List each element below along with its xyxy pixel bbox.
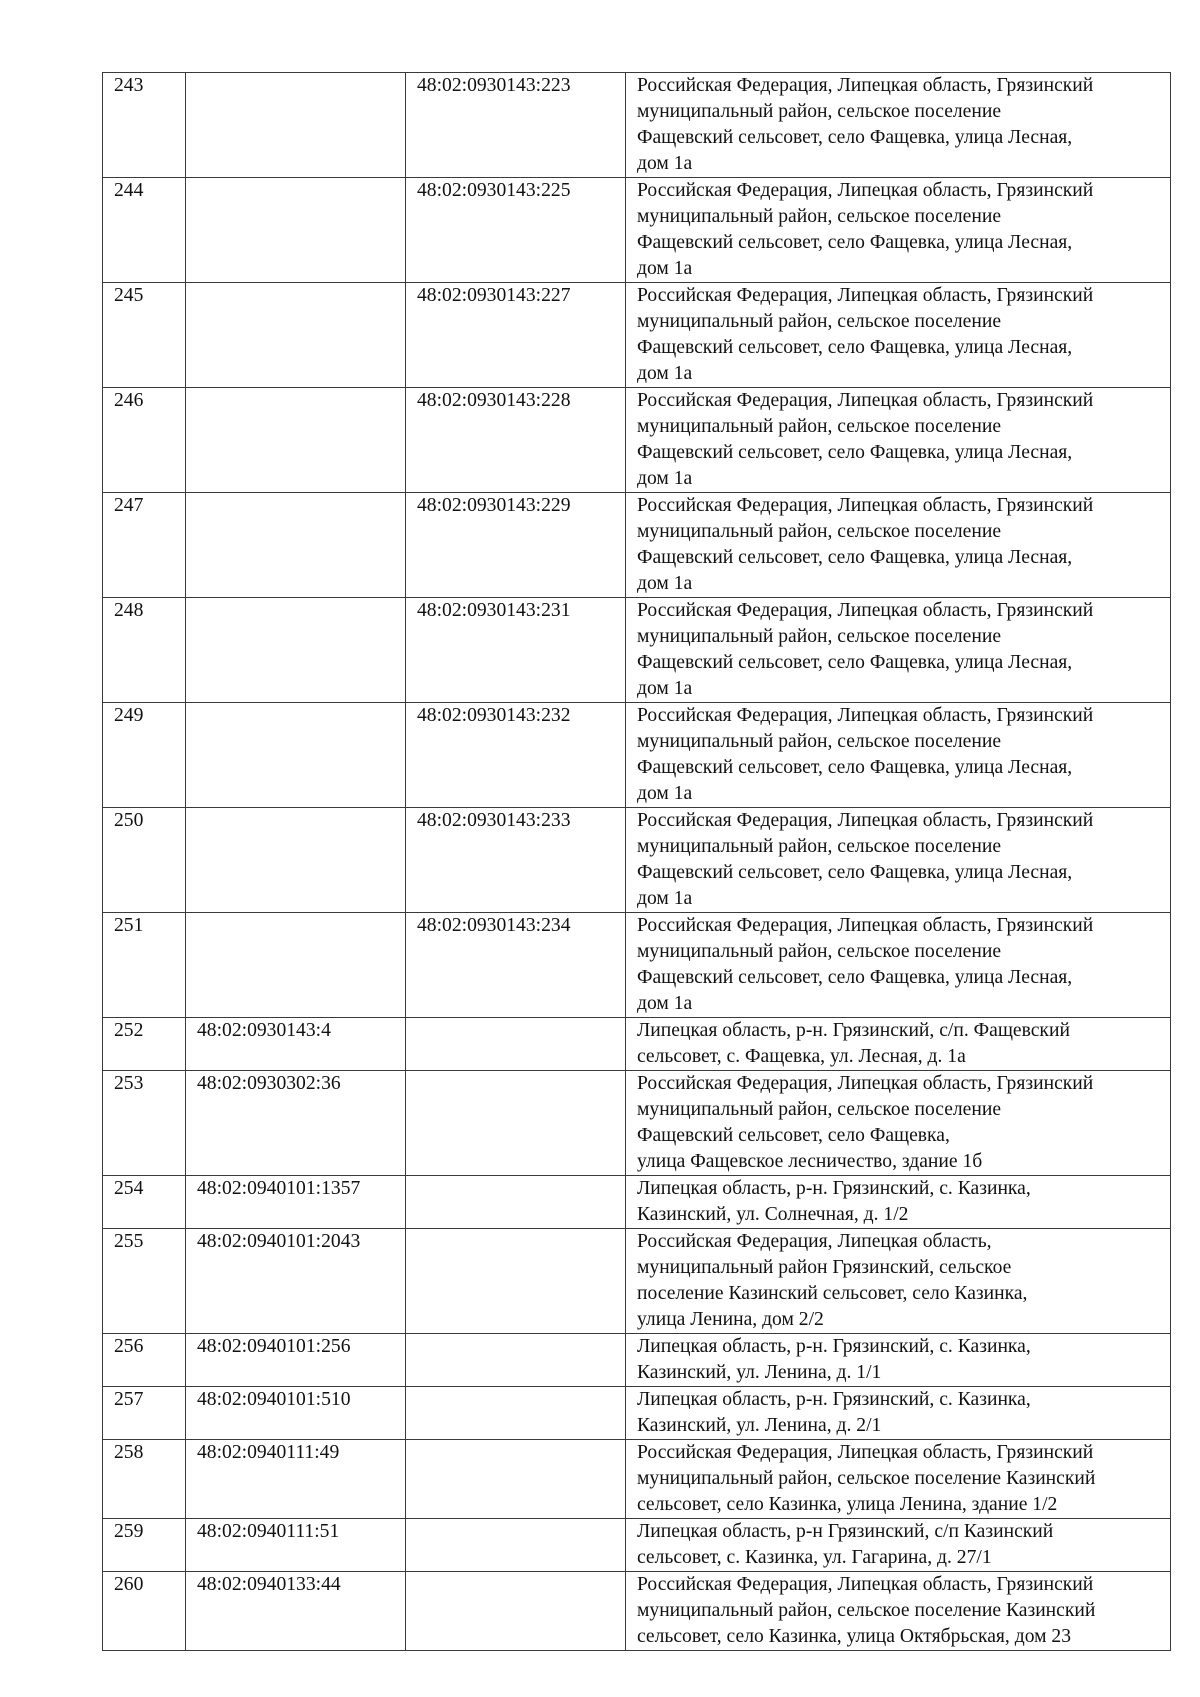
address-line: сельсовет, с. Казинка, ул. Гагарина, д. 27/1: [637, 1547, 992, 1568]
address-line: Фащевский сельсовет, село Фащевка, улица Лесная,: [637, 547, 1073, 568]
address-line: Липецкая область, р-н. Грязинский, с. Казинка,: [637, 1178, 1031, 1199]
address-line: муниципальный район, сельское поселение Казинский: [637, 1600, 1096, 1621]
cadastral-number-cell: 48:02:0940133:44: [186, 1572, 406, 1651]
address-cell: [626, 1519, 1171, 1572]
address-line: дом 1а: [637, 573, 693, 594]
cadastral-number-alt-cell: [406, 1176, 626, 1229]
address-line: сельсовет, село Казинка, улица Октябрьская, дом 23: [637, 1626, 1072, 1647]
address-cell: [626, 1176, 1171, 1229]
address-line: муниципальный район, сельское поселение: [637, 101, 1002, 122]
address-line: Фащевский сельсовет, село Фащевка, улица Лесная,: [637, 967, 1073, 988]
address-cell: [626, 178, 1171, 283]
address-line: Фащевский сельсовет, село Фащевка, улица Лесная,: [637, 862, 1073, 883]
cadastral-number-alt-cell: [406, 1229, 626, 1334]
registry-table: [102, 72, 1171, 1651]
cadastral-number-cell: [186, 703, 406, 808]
table-row: [103, 493, 1171, 598]
cadastral-number-cell: 48:02:0940101:1357: [186, 1176, 406, 1229]
address-line: Российская Федерация, Липецкая область, Грязинский: [637, 495, 1094, 516]
table-row: [103, 1519, 1171, 1572]
address-line: Российская Федерация, Липецкая область, Грязинский: [637, 1442, 1094, 1463]
address-line: Липецкая область, р-н Грязинский, с/п Казинский: [637, 1521, 1054, 1542]
address-line: Российская Федерация, Липецкая область, Грязинский: [637, 285, 1094, 306]
address-line: муниципальный район, сельское поселение: [637, 521, 1002, 542]
cadastral-number-alt-cell: 48:02:0930143:227: [406, 283, 626, 388]
row-number-cell: 255: [103, 1229, 186, 1334]
address-line: дом 1а: [637, 363, 693, 384]
row-number-cell: 258: [103, 1440, 186, 1519]
table-row: [103, 913, 1171, 1018]
table-row: [103, 1572, 1171, 1651]
cadastral-number-alt-cell: 48:02:0930143:232: [406, 703, 626, 808]
cadastral-number-cell: [186, 808, 406, 913]
cadastral-number-cell: 48:02:0940101:256: [186, 1334, 406, 1387]
row-number-cell: 252: [103, 1018, 186, 1071]
cadastral-number-alt-cell: [406, 1387, 626, 1440]
address-line: Российская Федерация, Липецкая область, Грязинский: [637, 75, 1094, 96]
address-cell: [626, 1334, 1171, 1387]
address-line: муниципальный район, сельское поселение: [637, 416, 1002, 437]
address-line: муниципальный район, сельское поселение: [637, 941, 1002, 962]
table-row: [103, 598, 1171, 703]
table-row: [103, 1387, 1171, 1440]
address-line: сельсовет, с. Фащевка, ул. Лесная, д. 1а: [637, 1046, 966, 1067]
row-number-cell: 256: [103, 1334, 186, 1387]
table-row: [103, 1018, 1171, 1071]
cadastral-number-cell: 48:02:0930143:4: [186, 1018, 406, 1071]
address-cell: [626, 1572, 1171, 1651]
row-number-cell: 250: [103, 808, 186, 913]
address-cell: [626, 703, 1171, 808]
cadastral-number-alt-cell: 48:02:0930143:233: [406, 808, 626, 913]
address-cell: [626, 388, 1171, 493]
address-line: Российская Федерация, Липецкая область, Грязинский: [637, 180, 1094, 201]
address-line: Фащевский сельсовет, село Фащевка, улица Лесная,: [637, 232, 1073, 253]
address-line: Липецкая область, р-н. Грязинский, с/п. Фащевский: [637, 1020, 1070, 1041]
address-line: Российская Федерация, Липецкая область, Грязинский: [637, 1073, 1094, 1094]
address-line: Фащевский сельсовет, село Фащевка, улица Лесная,: [637, 442, 1073, 463]
address-cell: [626, 1440, 1171, 1519]
address-cell: [626, 283, 1171, 388]
cadastral-number-alt-cell: [406, 1572, 626, 1651]
cadastral-number-cell: [186, 913, 406, 1018]
row-number-cell: 249: [103, 703, 186, 808]
row-number-cell: 243: [103, 73, 186, 178]
cadastral-number-alt-cell: 48:02:0930143:231: [406, 598, 626, 703]
cadastral-number-alt-cell: 48:02:0930143:234: [406, 913, 626, 1018]
row-number-cell: 257: [103, 1387, 186, 1440]
address-line: Российская Федерация, Липецкая область, Грязинский: [637, 600, 1094, 621]
cadastral-number-cell: 48:02:0940101:2043: [186, 1229, 406, 1334]
address-line: Липецкая область, р-н. Грязинский, с. Казинка,: [637, 1336, 1031, 1357]
address-cell: [626, 1018, 1171, 1071]
cadastral-number-alt-cell: [406, 1018, 626, 1071]
address-line: улица Ленина, дом 2/2: [637, 1309, 824, 1330]
row-number-cell: 247: [103, 493, 186, 598]
row-number-cell: 260: [103, 1572, 186, 1651]
cadastral-number-alt-cell: 48:02:0930143:228: [406, 388, 626, 493]
row-number-cell: 244: [103, 178, 186, 283]
cadastral-number-cell: 48:02:0940111:51: [186, 1519, 406, 1572]
cadastral-number-cell: 48:02:0930302:36: [186, 1071, 406, 1176]
address-line: муниципальный район, сельское поселение: [637, 1099, 1002, 1120]
address-cell: [626, 808, 1171, 913]
address-cell: [626, 913, 1171, 1018]
address-line: Российская Федерация, Липецкая область, Грязинский: [637, 915, 1094, 936]
address-cell: [626, 598, 1171, 703]
table-row: [103, 1334, 1171, 1387]
address-line: дом 1а: [637, 258, 693, 279]
address-line: дом 1а: [637, 888, 693, 909]
cadastral-number-alt-cell: 48:02:0930143:229: [406, 493, 626, 598]
registry-table-body: [103, 73, 1171, 1651]
cadastral-number-cell: 48:02:0940101:510: [186, 1387, 406, 1440]
cadastral-number-cell: [186, 73, 406, 178]
cadastral-number-alt-cell: [406, 1440, 626, 1519]
cadastral-number-cell: [186, 598, 406, 703]
table-row: [103, 283, 1171, 388]
address-line: Казинский, ул. Ленина, д. 2/1: [637, 1415, 882, 1436]
cadastral-number-cell: [186, 283, 406, 388]
cadastral-number-alt-cell: 48:02:0930143:225: [406, 178, 626, 283]
address-line: Фащевский сельсовет, село Фащевка, улица Лесная,: [637, 652, 1073, 673]
address-line: муниципальный район, сельское поселение: [637, 206, 1002, 227]
address-line: муниципальный район, сельское поселение: [637, 311, 1002, 332]
cadastral-number-cell: 48:02:0940111:49: [186, 1440, 406, 1519]
address-line: Фащевский сельсовет, село Фащевка,: [637, 1125, 950, 1146]
cadastral-number-cell: [186, 178, 406, 283]
row-number-cell: 246: [103, 388, 186, 493]
address-cell: [626, 73, 1171, 178]
address-line: Фащевский сельсовет, село Фащевка, улица Лесная,: [637, 127, 1073, 148]
table-row: [103, 388, 1171, 493]
table-row: [103, 1440, 1171, 1519]
cadastral-number-alt-cell: 48:02:0930143:223: [406, 73, 626, 178]
address-line: улица Фащевское лесничество, здание 1б: [637, 1151, 983, 1172]
address-line: муниципальный район, сельское поселение: [637, 731, 1002, 752]
address-line: Российская Федерация, Липецкая область, Грязинский: [637, 390, 1094, 411]
table-row: [103, 1176, 1171, 1229]
address-line: муниципальный район, сельское поселение: [637, 836, 1002, 857]
address-cell: [626, 493, 1171, 598]
address-line: дом 1а: [637, 678, 693, 699]
cadastral-number-cell: [186, 388, 406, 493]
table-row: [103, 73, 1171, 178]
address-line: поселение Казинский сельсовет, село Казинка,: [637, 1283, 1028, 1304]
cadastral-number-alt-cell: [406, 1519, 626, 1572]
address-line: Фащевский сельсовет, село Фащевка, улица Лесная,: [637, 757, 1073, 778]
address-line: дом 1а: [637, 783, 693, 804]
table-row: [103, 1071, 1171, 1176]
address-cell: [626, 1071, 1171, 1176]
row-number-cell: 251: [103, 913, 186, 1018]
row-number-cell: 248: [103, 598, 186, 703]
address-cell: [626, 1387, 1171, 1440]
cadastral-number-cell: [186, 493, 406, 598]
address-line: Российская Федерация, Липецкая область, Грязинский: [637, 1574, 1094, 1595]
address-line: Российская Федерация, Липецкая область, Грязинский: [637, 810, 1094, 831]
address-line: сельсовет, село Казинка, улица Ленина, здание 1/2: [637, 1494, 1058, 1515]
address-line: дом 1а: [637, 153, 693, 174]
row-number-cell: 259: [103, 1519, 186, 1572]
row-number-cell: 253: [103, 1071, 186, 1176]
table-row: [103, 1229, 1171, 1334]
row-number-cell: 254: [103, 1176, 186, 1229]
row-number-cell: 245: [103, 283, 186, 388]
address-line: дом 1а: [637, 468, 693, 489]
address-line: Российская Федерация, Липецкая область,: [637, 1231, 992, 1252]
address-line: Фащевский сельсовет, село Фащевка, улица Лесная,: [637, 337, 1073, 358]
address-line: дом 1а: [637, 993, 693, 1014]
address-cell: [626, 1229, 1171, 1334]
address-line: муниципальный район, сельское поселение Казинский: [637, 1468, 1096, 1489]
address-line: муниципальный район Грязинский, сельское: [637, 1257, 1012, 1278]
cadastral-number-alt-cell: [406, 1071, 626, 1176]
address-line: Казинский, ул. Ленина, д. 1/1: [637, 1362, 882, 1383]
address-line: Казинский, ул. Солнечная, д. 1/2: [637, 1204, 909, 1225]
address-line: Липецкая область, р-н. Грязинский, с. Казинка,: [637, 1389, 1031, 1410]
address-line: муниципальный район, сельское поселение: [637, 626, 1002, 647]
table-row: [103, 703, 1171, 808]
table-row: [103, 178, 1171, 283]
address-line: Российская Федерация, Липецкая область, Грязинский: [637, 705, 1094, 726]
table-row: [103, 808, 1171, 913]
cadastral-number-alt-cell: [406, 1334, 626, 1387]
